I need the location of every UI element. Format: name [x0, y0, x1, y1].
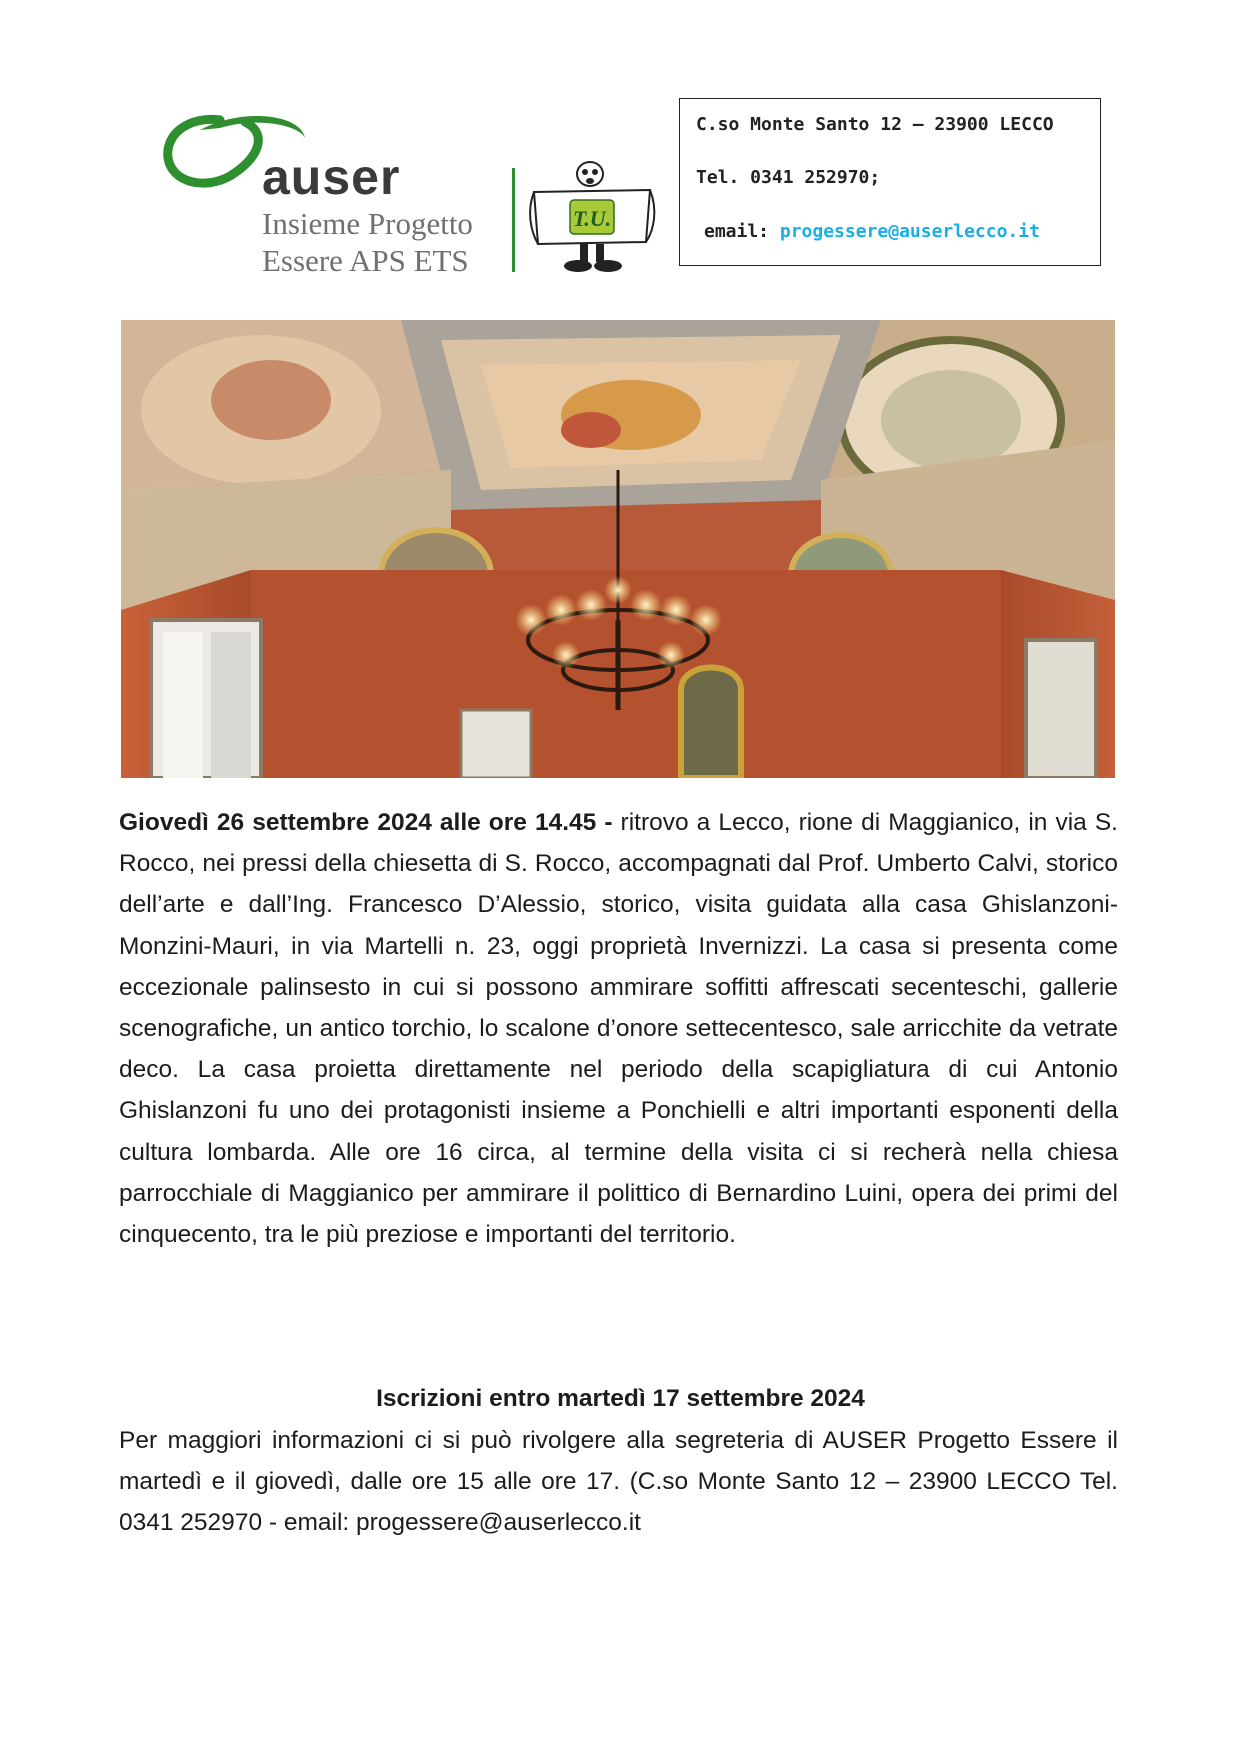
registration-info: Per maggiori informazioni ci si può rivolgere alla segreteria di AUSER Progetto Essere il martedì e il giovedì, dalle ore 15 alle ore 17. (C.so Monte Santo 12 – 23900 LECCO Tel. 0341 252970 - email: progessere@auserlecco.it — [119, 1427, 1118, 1537]
fresco-ceiling-photo — [121, 320, 1115, 778]
fresco-ceiling-image — [121, 320, 1115, 778]
mascot-icon — [522, 160, 662, 278]
mascot-label: T.U. — [572, 206, 612, 231]
event-date-lead: Giovedì 26 settembre 2024 alle ore 14.45 - — [119, 809, 613, 836]
contact-phone: Tel. 0341 252970; — [696, 167, 881, 188]
logo-brand: auser — [262, 149, 401, 205]
contact-box — [679, 98, 1101, 266]
event-body: ritrovo a Lecco, rione di Maggianico, in via S. Rocco, nei pressi della chiesetta di S. Rocco, accompagnati dal Prof. Umberto Calvi, storico dell’arte e dall’Ing. Francesco D’Alessio, storico, visita guidata alla casa Ghislanzoni-Monzini-Mauri, in via Martelli n. 23, oggi proprietà Invernizzi. La casa si presenta come eccezionale palinsesto in cui si possono ammirare soffitti affrescati secenteschi, gallerie scenografiche, un antico torchio, lo scalone d’onore settecentesco, sale arricchite da vetrate deco. La casa proietta direttamente nel periodo della scapigliatura di cui Antonio Ghislanzoni fu uno dei protagonisti insieme a Ponchielli e altri importanti esponenti della cultura lombarda. Alle ore 16 circa, al termine della visita ci si recherà nella chiesa parrocchiale di Maggianico per ammirare il polittico di Bernardino Luini, opera dei primi del cinquecento, tra le più preziose e importanti del territorio. — [119, 809, 1118, 1249]
logo-subtitle-line2: Essere APS ETS — [262, 243, 469, 278]
contact-email-line — [704, 221, 1040, 242]
contact-email-label: email: — [704, 221, 780, 242]
event-description — [119, 802, 1118, 1255]
contact-email-link[interactable]: progessere@auserlecco.it — [779, 221, 1040, 242]
logo-divider — [512, 168, 515, 272]
logo-subtitle-line1: Insieme Progetto — [262, 206, 473, 241]
registration-deadline: Iscrizioni entro martedì 17 settembre 2024 — [376, 1385, 865, 1412]
contact-address: C.so Monte Santo 12 – 23900 LECCO — [696, 114, 1054, 135]
